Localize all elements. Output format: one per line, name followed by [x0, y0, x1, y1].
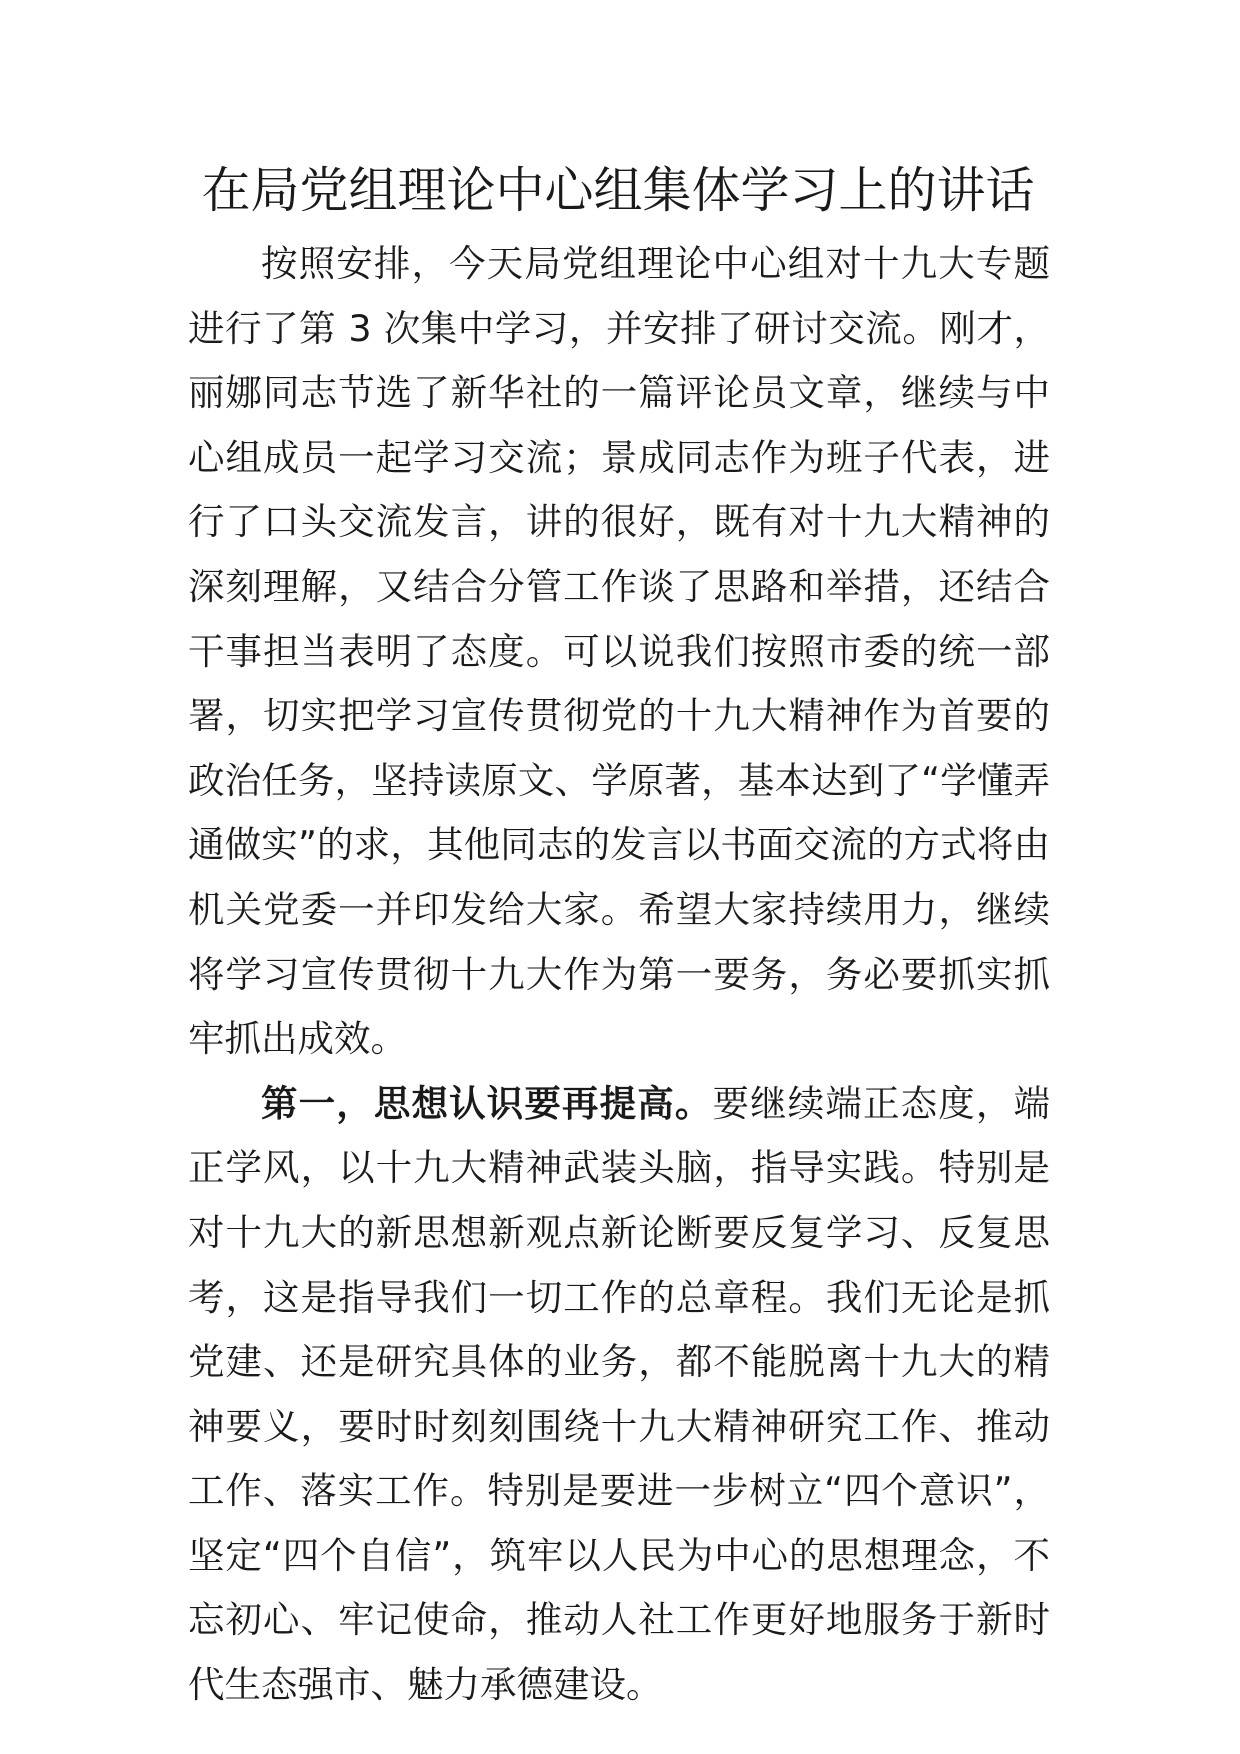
paragraph-text: 按照安排，今天局党组理论中心组对十九大专题进行了第 3 次集中学习，并安排了研讨交流。刚才，丽娜同志节选了新华社的一篇评论员文章，继续与中心组成员一起学习交流；景成同志作为班子代表，进行了口头交流发言，讲的很好，既有对十九大精神的深刻理解，又结合分管工作谈了思路和举措，还结合干事担当表明了态度。可以说我们按照市委的统一部署，切实把学习宣传贯彻党的十九大精神作为首要的政治任务，坚持读原文、学原著，基本达到了“学懂弄通做实”的求，其他同志的发言以书面交流的方式将由机关党委一并印发给大家。希望大家持续用力，继续将学习宣传贯彻十九大作为第一要务，务必要抓实抓牢抓出成效。: [188, 242, 1050, 1061]
document-title: 在局党组理论中心组集体学习上的讲话: [201, 162, 1035, 219]
paragraph-lead: 第一，思想认识要再提高。: [261, 1081, 713, 1125]
document-body: [188, 232, 1050, 1718]
paragraph-point-one: [188, 1072, 1050, 1718]
paragraph-text: 要继续端正态度，端正学风，以十九大精神武装头脑，指导实践。特别是对十九大的新思想新观点新论断要反复学习、反复思考，这是指导我们一切工作的总章程。我们无论是抓党建、还是研究具体的业务，都不能脱离十九大的精神要义，要时时刻刻围绕十九大精神研究工作、推动工作、落实工作。特别是要进一步树立“四个意识”，坚定“四个自信”，筑牢以人民为中心的思想理念，不忘初心、牢记使命，推动人社工作更好地服务于新时代生态强市、魅力承德建设。: [188, 1081, 1050, 1707]
paragraph-intro: [188, 232, 1050, 1072]
